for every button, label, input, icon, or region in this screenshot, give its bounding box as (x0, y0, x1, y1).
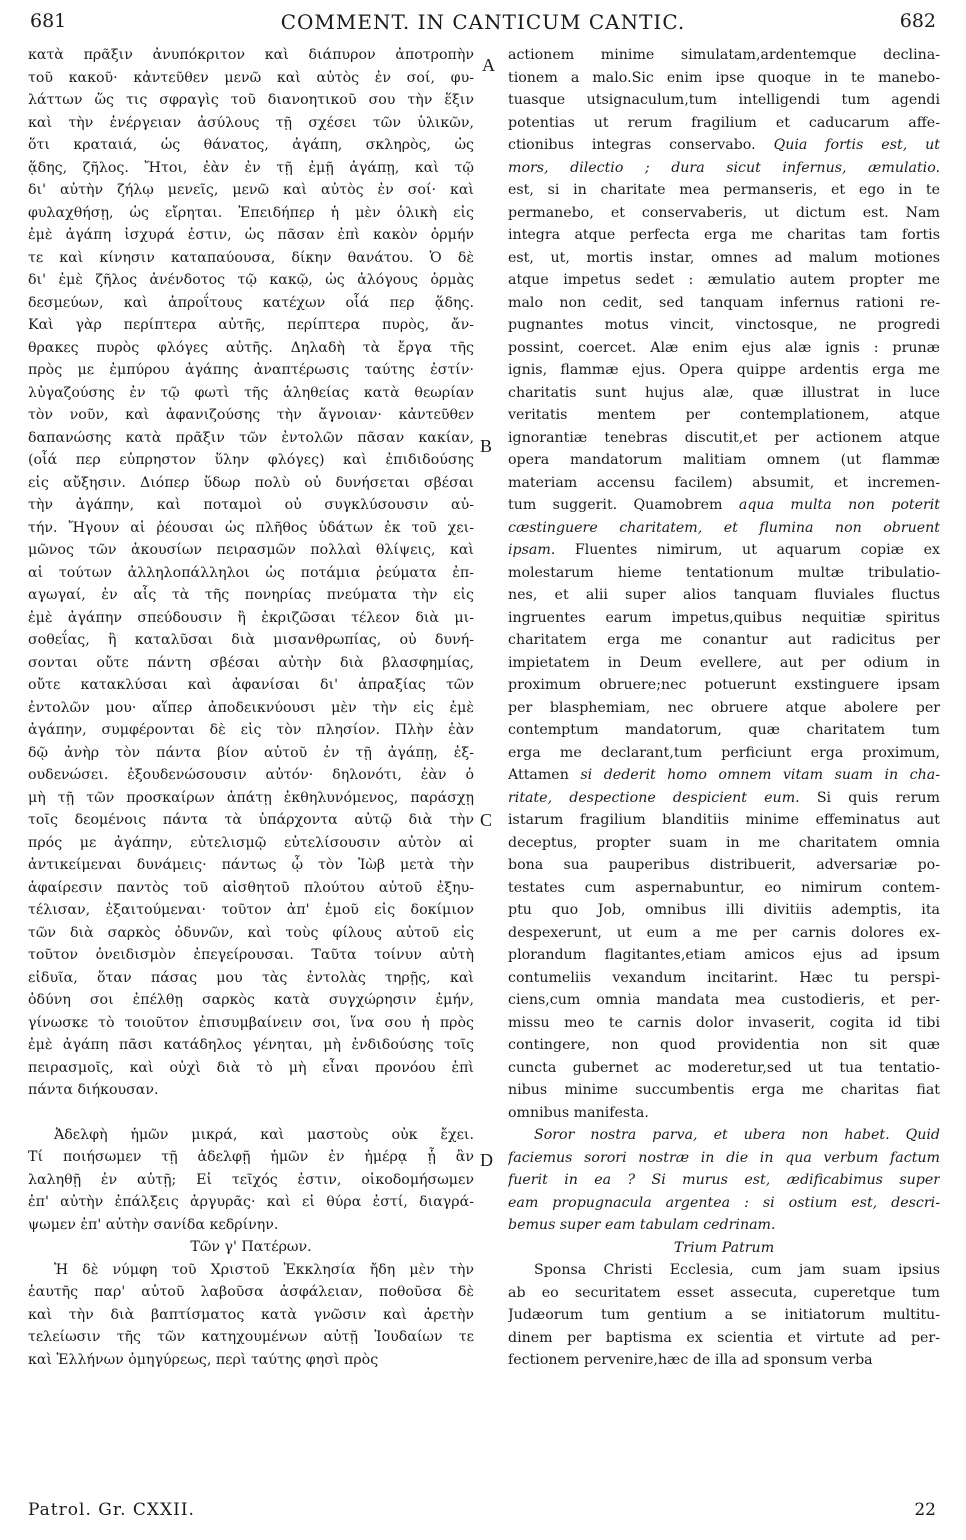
greek-line: αγωγαί, ἐν αἷς τὰ τῆς πονηρίας πνεύματα τὴν εἰς (28, 587, 474, 603)
latin-line: ptu quo Job, omnibus illi divitiis ademptis, ita (508, 902, 940, 918)
greek-line: σοθεΐας, ἢ καταλῦσαι διὰ μισανθρωπίας, οὐ δυνή- (28, 632, 474, 648)
greek-paragraph-2 (28, 1124, 474, 1237)
greek-line: ἀγάπην, συμφέρονται δὲ εἰς τὸν πλησίον. Πλὴν ἐὰν (28, 722, 474, 738)
latin-line: ignis, flammæ ejus. Opera quippe ardentis erga me (508, 362, 940, 378)
latin-line: impietatem in Deum evellere, aut per odium in (508, 654, 940, 671)
latin-line: erga me declarant,tum perficiunt erga proximum, (508, 744, 940, 761)
latin-line: est, si in charitate mea permanseris, et ego in te (508, 182, 940, 198)
latin-italic-text: mors, dilectio ; dura sicut infernus, æmulatio. (508, 159, 940, 176)
margin-marker-b: B (480, 436, 493, 456)
greek-line: ἐμὲ ἀγάπην σπεύδουσιν ἢ ἐκριζῶσαι τέλεον διὰ μι- (28, 609, 474, 626)
greek-line: ὀδύνη σοι ἐπέλθῃ σαρκὸς κατὰ συγχώρησιν ἐμήν, (28, 992, 474, 1008)
latin-line (508, 764, 940, 787)
margin-marker-c: C (480, 810, 493, 830)
latin-line: contemptum mandatorum, quæ charitatem tum (508, 722, 940, 738)
page-header (30, 10, 936, 40)
greek-paragraph-1 (28, 44, 474, 1102)
latin-line: materiam accensu facilem) absumit, et incremen- (508, 474, 940, 491)
latin-line: nes, et alii super alios tanquam fluviales fluctus (508, 587, 940, 603)
greek-line: μὴ τῇ τῶν προσκαίρων ἀπάτῃ ἐκθηλυνόμενος, παράσχῃ (28, 789, 474, 806)
latin-italic-text: Quia fortis est, ut (773, 137, 940, 153)
latin-line: bona sua pauperibus distribuerit, adversariæ po- (508, 857, 940, 873)
greek-line: πρὸς με ἐμπύρου ἀγάπης ἀναπτέρωσις ταύτης ἐστίν· (28, 362, 474, 378)
greek-line: δεσμεύων, καὶ ἀπροΐτους κατέχων οἷά περ ᾅδης. (28, 294, 474, 311)
latin-line: permanebo, et conservaberis, ut dictum est. Nam (508, 204, 940, 221)
greek-line: πρός με ἀγάπην, εὐτελισμῷ εὐτελίσουσιν αὐτὸν αἱ (28, 834, 474, 851)
greek-line: καὶ τὴν διὰ βαπτίσματος κατὰ γνῶσιν καὶ ἀρετὴν (28, 1306, 474, 1323)
greek-line: δαπανώσης κατὰ πρᾶξιν τῶν ἐντολῶν πᾶσαν κακίαν, (28, 429, 474, 446)
greek-line: Καὶ γὰρ περίπτερα αὐτῆς, περίπτερα πυρὸς, ἄν- (28, 317, 474, 333)
latin-line: Sponsa Christi Ecclesia, cum jam suam ipsius (534, 1262, 940, 1278)
greek-line: (οἷά περ εὐπρηστον ὕλην φλόγες) καὶ ἐπιδιδούσης (28, 452, 474, 468)
latin-line: bemus super eam tabulam cedrinam. (508, 1217, 776, 1233)
latin-line: molestarum hieme tentationum multæ tribulatio- (508, 564, 940, 581)
greek-line: τέλισαν, ἐξαιτούμεναι· τοῦτον ἀπ' ἐμοῦ εἰς δοκίμιον (28, 902, 474, 918)
latin-line: opera mandatorum malitiam omnem (ut flammæ (508, 452, 940, 468)
running-title: COMMENT. IN CANTICUM CANTIC. (280, 10, 686, 34)
latin-column (508, 44, 940, 1372)
greek-line: Τί ποιήσωμεν τῇ ἀδελφῇ ἡμῶν ἐν ἡμέρᾳ ᾗ ἂν (28, 1149, 474, 1165)
greek-line: τοῦ κακοῦ· κἀντεῦθεν μενῶ καὶ αὐτὸς ἐν σοί, φυ- (28, 69, 474, 86)
latin-paragraph-2 (508, 1124, 940, 1237)
greek-section-heading: Τῶν γ' Πατέρων. (190, 1239, 312, 1255)
greek-line: δῷ ἀνὴρ τὸν πάντα βίον αὐτοῦ ἐν τῇ ἀγάπῃ, ἐξ- (28, 744, 474, 761)
latin-italic-text: cæstinguere charitatem, et flumina non obruent (508, 519, 940, 536)
greek-line: ἑαυτῆς παρ' αὐτοῦ λαβοῦσα ἀσφάλειαν, ποθοῦσα δὲ (28, 1284, 474, 1300)
greek-line: φυλαχθήσῃ, ὡς εἴρηται. Ἐπειδήπερ ἡ μὲν ὁλικὴ εἰς (28, 204, 474, 221)
latin-line: dinem per baptisma ex scientia et virtute ad per- (508, 1329, 940, 1346)
greek-line: ἐντολῶν μου· αἵπερ ἀποδεικνύουσι μὲν τὴν εἰς ἐμὲ (28, 699, 474, 716)
greek-line: εἰς αὔξησιν. Διόπερ ὕδωρ πολὺ οὐ δυνήσεται σβέσαι (28, 474, 474, 491)
latin-line: testates cum aspernabuntur, eo nimirum contem- (508, 879, 940, 896)
greek-line: οὔτε κατακλύσαι καὶ ἀφανίσαι δι' ἀπραξίας τῶν (28, 677, 474, 693)
latin-line (508, 134, 940, 157)
latin-line: cuncta gubernet ac moderetur,sed ut tua tentatio- (508, 1059, 940, 1076)
latin-line: deceptus, propter suam in me charitatem omnia (508, 834, 940, 851)
latin-line: Judæorum tum gentium a se initiatorum multitu- (508, 1307, 940, 1323)
latin-line: eam propugnacula argentea : si ostium est, descri- (508, 1194, 940, 1211)
greek-line: ἐπ' αὐτὴν ἐπάλξεις ἀργυρᾶς· καὶ εἰ θύρα ἐστί, διαγρά- (28, 1194, 474, 1210)
latin-paragraph-1 (508, 44, 940, 1124)
greek-line: καὶ Ἑλλήνων ὁμηγύρεως, περὶ ταύτης φησὶ πρὸς (28, 1351, 379, 1368)
greek-line: πάντα διήκουσαν. (28, 1082, 159, 1098)
page-number-left: 681 (30, 10, 67, 32)
latin-line: faciemus sorori nostræ in die in qua verbum factum (508, 1149, 940, 1166)
latin-line: contingere, non quod providentia non sit quæ (508, 1037, 940, 1053)
greek-line: θρακες πυρὸς φλόγες αὐτῆς. Δηλαδὴ τὰ ἔργα τῆς (28, 339, 474, 356)
latin-line: charitatem erga me conantur aut radicitus per (508, 632, 940, 648)
latin-line: pugnantes motus vincit, vinctosque, ne progredi (508, 317, 940, 333)
latin-line: est, ut, mortis instar, omnes ad malum motiones (508, 249, 940, 266)
latin-line: plorandum flagitantes,etiam amicos ejus ad ipsum (508, 947, 940, 963)
greek-line: μῶνος τῶν ἀκουσίων πειρασμῶν πολλαὶ θλίψεις, καὶ (28, 542, 474, 558)
latin-line: atque impetus sedet : æmulatio autem propter me (508, 272, 940, 288)
footer-sheet-number: 22 (914, 1500, 936, 1520)
greek-line: τοῖς δεομένοις πάντα τὰ ὑπάρχοντα αὐτῷ διὰ τὴν (28, 812, 474, 828)
greek-paragraph-3 (28, 1259, 474, 1372)
greek-line: λάττων ὥς τις σφραγὶς τοῦ διανοητικοῦ σου τὴν ἕξιν (28, 92, 474, 108)
latin-line: istarum fragilium blanditiis minime effeminatus aut (508, 812, 940, 828)
latin-line: omnibus manifesta. (508, 1104, 649, 1121)
greek-line: γίνωσκε τὸ τοιοῦτον ἐπισυμβαίνειν σοι, ἵνα σου ἡ πρὸς (28, 1014, 474, 1031)
latin-line: potentias ut rerum fragilium et caducarum affe- (508, 114, 940, 131)
latin-text: Fluentes nimirum, ut aquarum copiæ ex (555, 542, 940, 558)
latin-line: fuerit in ea ? Si murus est, ædificabimus super (508, 1172, 940, 1188)
latin-line: Soror nostra parva, et ubera non habet. Quid (534, 1127, 940, 1143)
footer-signature: Patrol. Gr. CXXII. (28, 1500, 195, 1520)
greek-line: ἀντικείμεναι δυνάμεις· πάντως ᾧ τὸν Ἰὼβ μετὰ τὴν (28, 857, 474, 873)
page-number-right: 682 (899, 10, 936, 32)
page-footer (28, 1500, 936, 1528)
latin-italic-text: ipsam. (508, 542, 556, 558)
latin-line: missu meo te carnis dolor invaserit, cogita id tibi (508, 1014, 940, 1031)
latin-text: Attamen (508, 767, 581, 783)
greek-line: πειρασμοῖς, καὶ οὐχὶ διὰ τὸ μὴ εἶναι προνόου ἐπὶ (28, 1059, 474, 1076)
latin-line (508, 787, 940, 810)
latin-line: ignorantiæ tenebras discutit,et per actionem atque (508, 429, 940, 446)
latin-line (508, 539, 940, 562)
greek-line: εἰδυῖα, ὅταν πάσας μου τὰς ἐντολὰς τηρῇς, καὶ (28, 969, 474, 986)
latin-line: ab eo securitatem esset assecuta, cuperetque tum (508, 1284, 940, 1301)
greek-line: τῶν διὰ σαρκὸς ὀδυνῶν, καὶ τοὺς φίλους αὐτοῦ εἰς (28, 924, 474, 941)
latin-line: ingruentes earum impetus,quibus nequitiæ spiritus (508, 609, 940, 626)
greek-line: δι' ἐμὲ ζῆλος ἀνένδοτος τῷ κακῷ, ὡς ἀλόγους ὁρμὰς (28, 272, 474, 288)
greek-line: τὸν νοῦν, καὶ ἀφανιζούσης τὴν ἄγνοιαν· κἀντεῦθεν (28, 407, 474, 423)
latin-italic-text: si dederit homo omnem vitam suam in cha- (580, 767, 940, 783)
latin-line: despexerunt, ut eum a me per carnis dolores ex- (508, 924, 940, 941)
greek-line: κατὰ πρᾶξιν ἀνυπόκριτον καὶ διάπυρον ἀποτροπὴν (28, 47, 474, 63)
greek-line: αἱ τούτων ἀλληλοπάλληλοι ὡς ποτάμια ῥεύματα ἐπ- (28, 564, 474, 581)
latin-line (508, 157, 940, 180)
greek-line: λαληθῇ ἐν αὐτῇ; Εἰ τεῖχός ἐστιν, οἰκοδομήσωμεν (28, 1171, 474, 1188)
greek-line: ουδενώσει. ἐξουδενώσουσιν αὐτόν· δηλονότι, ἐὰν ὁ (28, 767, 474, 783)
latin-italic-text: aqua multa non poterit (738, 497, 940, 513)
greek-line: Ἀδελφὴ ἡμῶν μικρά, καὶ μαστοὺς οὐκ ἔχει. (54, 1126, 474, 1143)
greek-line: ἐμὲ ἀγάπη πᾶσι κατάδηλος γένηται, μὴ ἐνδιδούσης τοῖς (28, 1037, 474, 1053)
greek-column (28, 44, 474, 1371)
greek-line: τε καὶ κίνησιν καταπαύουσα, δίκην θανάτου. Ὁ δὲ (28, 249, 474, 266)
greek-line: τήν. Ἤγουν αἱ ῥέουσαι ὡς πλῆθος ὑδάτων ἐκ τοῦ χει- (28, 519, 474, 536)
greek-line: σονται οὔτε πάντη σβέσαι αὐτὴν διὰ βλασφημίας, (28, 654, 474, 671)
latin-line: per blasphemiam, nec obruere atque abolere per (508, 699, 940, 716)
latin-line: charitatis sunt hujus alæ, quæ illustrat in luce (508, 384, 940, 401)
latin-line: nibus minime succumbentis erga me charitas fiat (508, 1082, 940, 1098)
greek-line: ᾅδης, ζῆλος. Ἤτοι, ἐὰν ἐν τῇ ἐμῇ ἀγάπῃ, καὶ τῷ (28, 159, 474, 176)
greek-line: ἐμὲ ἀγάπη ἰσχυρά ἐστιν, ὡς πᾶσαν ἐπὶ κακὸν ὁρμήν (28, 227, 474, 243)
greek-line: δι' αὐτὴν ζήλῳ μενεῖς, μενῶ καὶ αὐτὸς ἐν σοί· καὶ (28, 182, 474, 198)
latin-line: tionem a malo.Sic enim ipse quoque in te manebo- (508, 69, 940, 86)
latin-line (508, 517, 940, 540)
latin-line (508, 494, 940, 517)
latin-italic-text: ritate, despectione despicient eum. (508, 789, 800, 806)
greek-line: τὴν ἀγάπην, καὶ ποταμοὶ οὐ συγκλύσουσιν αὐ- (28, 497, 474, 513)
greek-line: λὐγαζούσης ἐν τῷ φωτὶ τῆς ἀληθείας κατὰ θεωρίαν (28, 384, 474, 401)
greek-line: τοῦτον ὀνειδισμὸν ἐπεγείρουσαι. Ταῦτα τοίνυν αὐτὴ (28, 947, 474, 963)
latin-paragraph-3 (508, 1259, 940, 1372)
greek-line: ἀφαίρεσιν παντὸς τοῦ αἰσθητοῦ πλούτου αὐτοῦ ἐξηυ- (28, 879, 474, 896)
greek-line: ψωμεν ἐπ' αὐτὴν σανίδα κεδρίνην. (28, 1216, 279, 1233)
latin-line: contumeliis vexandum incitarint. Hæc tu perspi- (508, 969, 940, 986)
latin-line: veritatis mentem per contemplationem, atque (508, 407, 940, 423)
latin-line: tuasque utsignaculum,tum intelligendi tum agendi (508, 92, 940, 108)
latin-text: tum suggerit. Quamobrem (508, 497, 723, 513)
latin-line: malo non cedit, sed tanquam infernus rationi re- (508, 294, 940, 311)
latin-text: ctionibus integras conservabo. (508, 137, 756, 153)
latin-text: Si quis rerum (799, 789, 940, 806)
latin-line: actionem minime simulatam,ardentemque declina- (508, 47, 940, 63)
margin-marker-d: D (480, 1150, 493, 1170)
greek-line: τελείωσιν τῆς τῶν κατηχουμένων αὐτῇ Ἰουδαίων τε (28, 1329, 474, 1345)
latin-line: possint, coercet. Alæ enim ejus alæ ignis : prunæ (508, 339, 940, 356)
greek-line: ὅτι κραταιά, ὡς θάνατος, ἀγάπη, σκληρὸς, ὡς (28, 137, 474, 153)
latin-section-heading: Trium Patrum (673, 1239, 775, 1256)
latin-line: ciens,cum omnia mandata mea custodieris, et per- (508, 992, 940, 1008)
latin-line: proximum obruere;nec potuerunt exstinguere ipsam (508, 677, 940, 693)
greek-line: Ἡ δὲ νύμφη τοῦ Χριστοῦ Ἐκκλησία ἤδη μὲν τὴν (54, 1261, 474, 1278)
margin-marker-a: A (482, 55, 495, 75)
greek-line: καὶ τὴν ἐνέργειαν ἀσύλους τῇ σχέσει τῶν ὑλικῶν, (28, 114, 474, 131)
latin-line: fectionem pervenire,hæc de illa ad sponsum verba (508, 1352, 873, 1368)
latin-line: integra atque perfecta erga me charitas tam fortis (508, 227, 940, 243)
